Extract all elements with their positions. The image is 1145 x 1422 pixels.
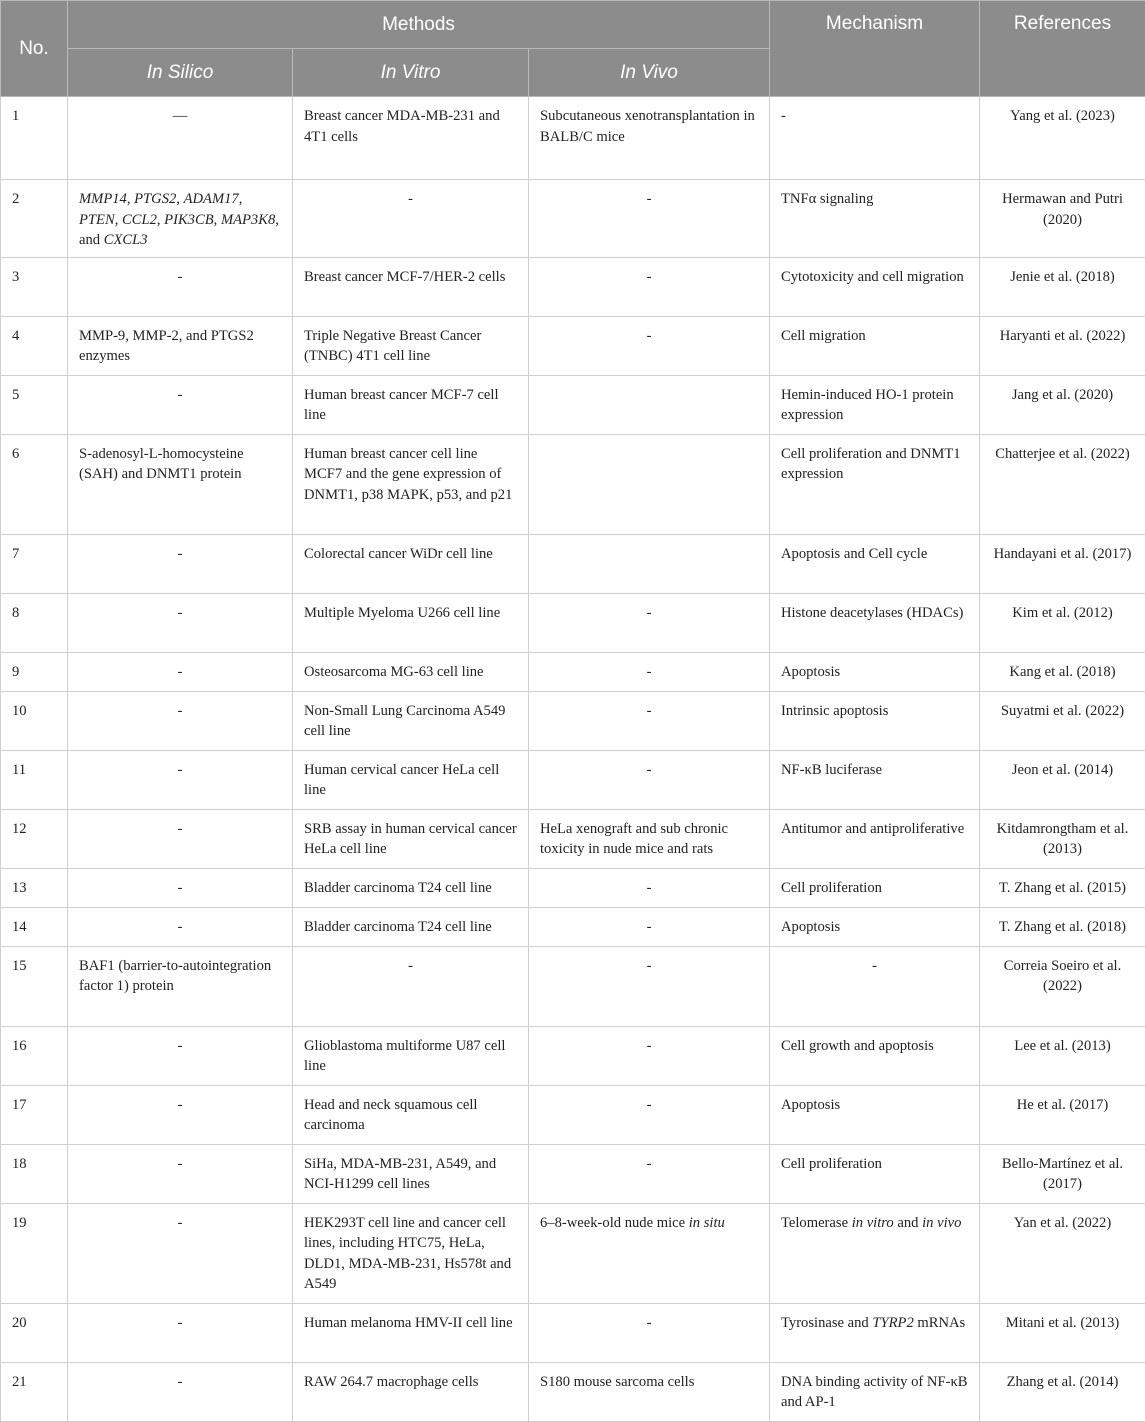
cell-mechanism: Antitumor and antiproliferative [770, 809, 980, 868]
cell-no: 12 [1, 809, 68, 868]
table-row [1, 375, 1145, 434]
cell-silico: - [68, 907, 293, 946]
cell-vivo: 6–8-week-old nude mice in situ [529, 1203, 770, 1303]
table-row [1, 1144, 1145, 1203]
cell-ref: Correia Soeiro et al. (2022) [980, 946, 1145, 1026]
cell-ref: Haryanti et al. (2022) [980, 316, 1145, 375]
cell-ref: Zhang et al. (2014) [980, 1362, 1145, 1421]
cell-vitro: - [293, 946, 529, 1026]
cell-mechanism: Apoptosis [770, 907, 980, 946]
table-row [1, 257, 1145, 316]
cell-ref: T. Zhang et al. (2015) [980, 868, 1145, 907]
cell-silico: - [68, 1026, 293, 1085]
table-row [1, 946, 1145, 1026]
cell-silico: - [68, 534, 293, 593]
cell-vitro: Bladder carcinoma T24 cell line [293, 907, 529, 946]
cell-ref: Lee et al. (2013) [980, 1026, 1145, 1085]
cell-no: 19 [1, 1203, 68, 1303]
cell-vivo: - [529, 257, 770, 316]
cell-mechanism: Cytotoxicity and cell migration [770, 257, 980, 316]
table-body [1, 97, 1145, 1422]
table-row [1, 907, 1145, 946]
cell-silico: BAF1 (barrier-to-autointegration factor 1) protein [68, 946, 293, 1026]
cell-no: 9 [1, 652, 68, 691]
cell-vitro: HEK293T cell line and cancer cell lines, including HTC75, HeLa, DLD1, MDA-MB-231, Hs578t and A549 [293, 1203, 529, 1303]
cell-vivo: - [529, 691, 770, 750]
table-row [1, 1203, 1145, 1303]
cell-vivo: - [529, 180, 770, 258]
cell-mechanism: Apoptosis and Cell cycle [770, 534, 980, 593]
cell-silico: S-adenosyl-L-homocysteine (SAH) and DNMT1 protein [68, 434, 293, 534]
cell-no: 3 [1, 257, 68, 316]
table-row [1, 691, 1145, 750]
header-in-vitro: In Vitro [293, 49, 529, 97]
cell-no: 16 [1, 1026, 68, 1085]
cell-vitro: Glioblastoma multiforme U87 cell line [293, 1026, 529, 1085]
cell-vivo: - [529, 868, 770, 907]
cell-mechanism: Apoptosis [770, 1085, 980, 1144]
cell-silico: - [68, 375, 293, 434]
cell-vivo: - [529, 1144, 770, 1203]
cell-mechanism: Intrinsic apoptosis [770, 691, 980, 750]
cell-ref: Handayani et al. (2017) [980, 534, 1145, 593]
cell-ref: He et al. (2017) [980, 1085, 1145, 1144]
cell-mechanism: TNFα signaling [770, 180, 980, 258]
table-row [1, 316, 1145, 375]
table-row [1, 434, 1145, 534]
cell-vitro: Human breast cancer cell line MCF7 and the gene expression of DNMT1, p38 MAPK, p53, and p21 [293, 434, 529, 534]
cell-vivo: S180 mouse sarcoma cells [529, 1362, 770, 1421]
cell-no: 5 [1, 375, 68, 434]
table-row [1, 652, 1145, 691]
cell-mechanism: Tyrosinase and TYRP2 mRNAs [770, 1303, 980, 1362]
table-row [1, 180, 1145, 258]
cell-vivo: - [529, 1303, 770, 1362]
cell-silico: - [68, 593, 293, 652]
cell-no: 18 [1, 1144, 68, 1203]
cell-vitro: Non-Small Lung Carcinoma A549 cell line [293, 691, 529, 750]
cell-no: 11 [1, 750, 68, 809]
cell-mechanism: Telomerase in vitro and in vivo [770, 1203, 980, 1303]
cell-ref: Hermawan and Putri (2020) [980, 180, 1145, 258]
cell-silico: - [68, 652, 293, 691]
cell-silico: - [68, 691, 293, 750]
cell-ref: Chatterjee et al. (2022) [980, 434, 1145, 534]
table-row [1, 1362, 1145, 1421]
cell-vitro: Human cervical cancer HeLa cell line [293, 750, 529, 809]
cell-mechanism: Hemin-induced HO-1 protein expression [770, 375, 980, 434]
cell-no: 8 [1, 593, 68, 652]
cell-silico: MMP14, PTGS2, ADAM17, PTEN, CCL2, PIK3CB, MAP3K8, and CXCL3 [68, 180, 293, 258]
cell-silico: - [68, 257, 293, 316]
cell-no: 17 [1, 1085, 68, 1144]
cell-mechanism: - [770, 97, 980, 180]
cell-silico: - [68, 1085, 293, 1144]
cell-ref: T. Zhang et al. (2018) [980, 907, 1145, 946]
cell-vitro: Bladder carcinoma T24 cell line [293, 868, 529, 907]
cell-ref: Yang et al. (2023) [980, 97, 1145, 180]
cell-vivo: - [529, 1026, 770, 1085]
cell-silico: - [68, 1362, 293, 1421]
cell-ref: Jang et al. (2020) [980, 375, 1145, 434]
cell-vivo: - [529, 907, 770, 946]
table-row [1, 1026, 1145, 1085]
cell-vitro: Triple Negative Breast Cancer (TNBC) 4T1 cell line [293, 316, 529, 375]
cell-mechanism: Cell proliferation [770, 1144, 980, 1203]
header-in-vivo: In Vivo [529, 49, 770, 97]
cell-ref: Jenie et al. (2018) [980, 257, 1145, 316]
cell-vitro: Multiple Myeloma U266 cell line [293, 593, 529, 652]
table-row [1, 750, 1145, 809]
cell-no: 6 [1, 434, 68, 534]
cell-vitro: RAW 264.7 macrophage cells [293, 1362, 529, 1421]
header-references: References [980, 1, 1145, 97]
header-methods: Methods [68, 1, 770, 49]
cell-no: 14 [1, 907, 68, 946]
cell-vitro: Osteosarcoma MG-63 cell line [293, 652, 529, 691]
cell-ref: Bello-Martínez et al. (2017) [980, 1144, 1145, 1203]
header-mechanism: Mechanism [770, 1, 980, 97]
cell-silico: - [68, 809, 293, 868]
cell-vitro: Breast cancer MCF-7/HER-2 cells [293, 257, 529, 316]
cell-vivo: HeLa xenograft and sub chronic toxicity in nude mice and rats [529, 809, 770, 868]
header-no: No. [1, 1, 68, 97]
cell-vivo: - [529, 593, 770, 652]
cell-mechanism: Cell proliferation [770, 868, 980, 907]
cell-no: 10 [1, 691, 68, 750]
cell-vitro: Colorectal cancer WiDr cell line [293, 534, 529, 593]
table-row [1, 809, 1145, 868]
cell-no: 4 [1, 316, 68, 375]
cell-no: 21 [1, 1362, 68, 1421]
cell-mechanism: Cell growth and apoptosis [770, 1026, 980, 1085]
cell-vivo: - [529, 1085, 770, 1144]
cell-no: 1 [1, 97, 68, 180]
cell-no: 13 [1, 868, 68, 907]
cell-ref: Kang et al. (2018) [980, 652, 1145, 691]
cell-silico: - [68, 1303, 293, 1362]
cell-ref: Mitani et al. (2013) [980, 1303, 1145, 1362]
cell-vivo [529, 434, 770, 534]
header-in-silico: In Silico [68, 49, 293, 97]
cell-silico: - [68, 1144, 293, 1203]
cell-ref: Yan et al. (2022) [980, 1203, 1145, 1303]
cell-ref: Suyatmi et al. (2022) [980, 691, 1145, 750]
cell-vivo: - [529, 946, 770, 1026]
cell-vitro: Breast cancer MDA-MB-231 and 4T1 cells [293, 97, 529, 180]
cell-mechanism: DNA binding activity of NF-κB and AP-1 [770, 1362, 980, 1421]
cell-ref: Jeon et al. (2014) [980, 750, 1145, 809]
cell-silico: - [68, 1203, 293, 1303]
cell-no: 7 [1, 534, 68, 593]
cell-vitro: SiHa, MDA-MB-231, A549, and NCI-H1299 cell lines [293, 1144, 529, 1203]
cell-mechanism: Cell migration [770, 316, 980, 375]
cell-silico: - [68, 868, 293, 907]
cell-mechanism: Apoptosis [770, 652, 980, 691]
cell-vitro: - [293, 180, 529, 258]
cell-no: 20 [1, 1303, 68, 1362]
table-row [1, 593, 1145, 652]
table-row [1, 534, 1145, 593]
cell-silico: - [68, 750, 293, 809]
cell-mechanism: Cell proliferation and DNMT1 expression [770, 434, 980, 534]
cell-vivo: Subcutaneous xenotransplantation in BALB/C mice [529, 97, 770, 180]
cell-vitro: Head and neck squamous cell carcinoma [293, 1085, 529, 1144]
table-row [1, 1085, 1145, 1144]
cell-ref: Kim et al. (2012) [980, 593, 1145, 652]
table-header [1, 1, 1145, 97]
cell-vivo [529, 534, 770, 593]
cell-no: 15 [1, 946, 68, 1026]
cell-mechanism: Histone deacetylases (HDACs) [770, 593, 980, 652]
cell-vivo: - [529, 652, 770, 691]
cell-vitro: SRB assay in human cervical cancer HeLa cell line [293, 809, 529, 868]
cell-ref: Kitdamrongtham et al. (2013) [980, 809, 1145, 868]
cell-mechanism: NF-κB luciferase [770, 750, 980, 809]
cell-silico: — [68, 97, 293, 180]
table-row [1, 868, 1145, 907]
cell-silico: MMP-9, MMP-2, and PTGS2 enzymes [68, 316, 293, 375]
table-row [1, 97, 1145, 180]
cell-vitro: Human melanoma HMV-II cell line [293, 1303, 529, 1362]
cell-no: 2 [1, 180, 68, 258]
cell-vivo: - [529, 750, 770, 809]
table-row [1, 1303, 1145, 1362]
cell-vivo [529, 375, 770, 434]
cell-vivo: - [529, 316, 770, 375]
cell-vitro: Human breast cancer MCF-7 cell line [293, 375, 529, 434]
cell-mechanism: - [770, 946, 980, 1026]
